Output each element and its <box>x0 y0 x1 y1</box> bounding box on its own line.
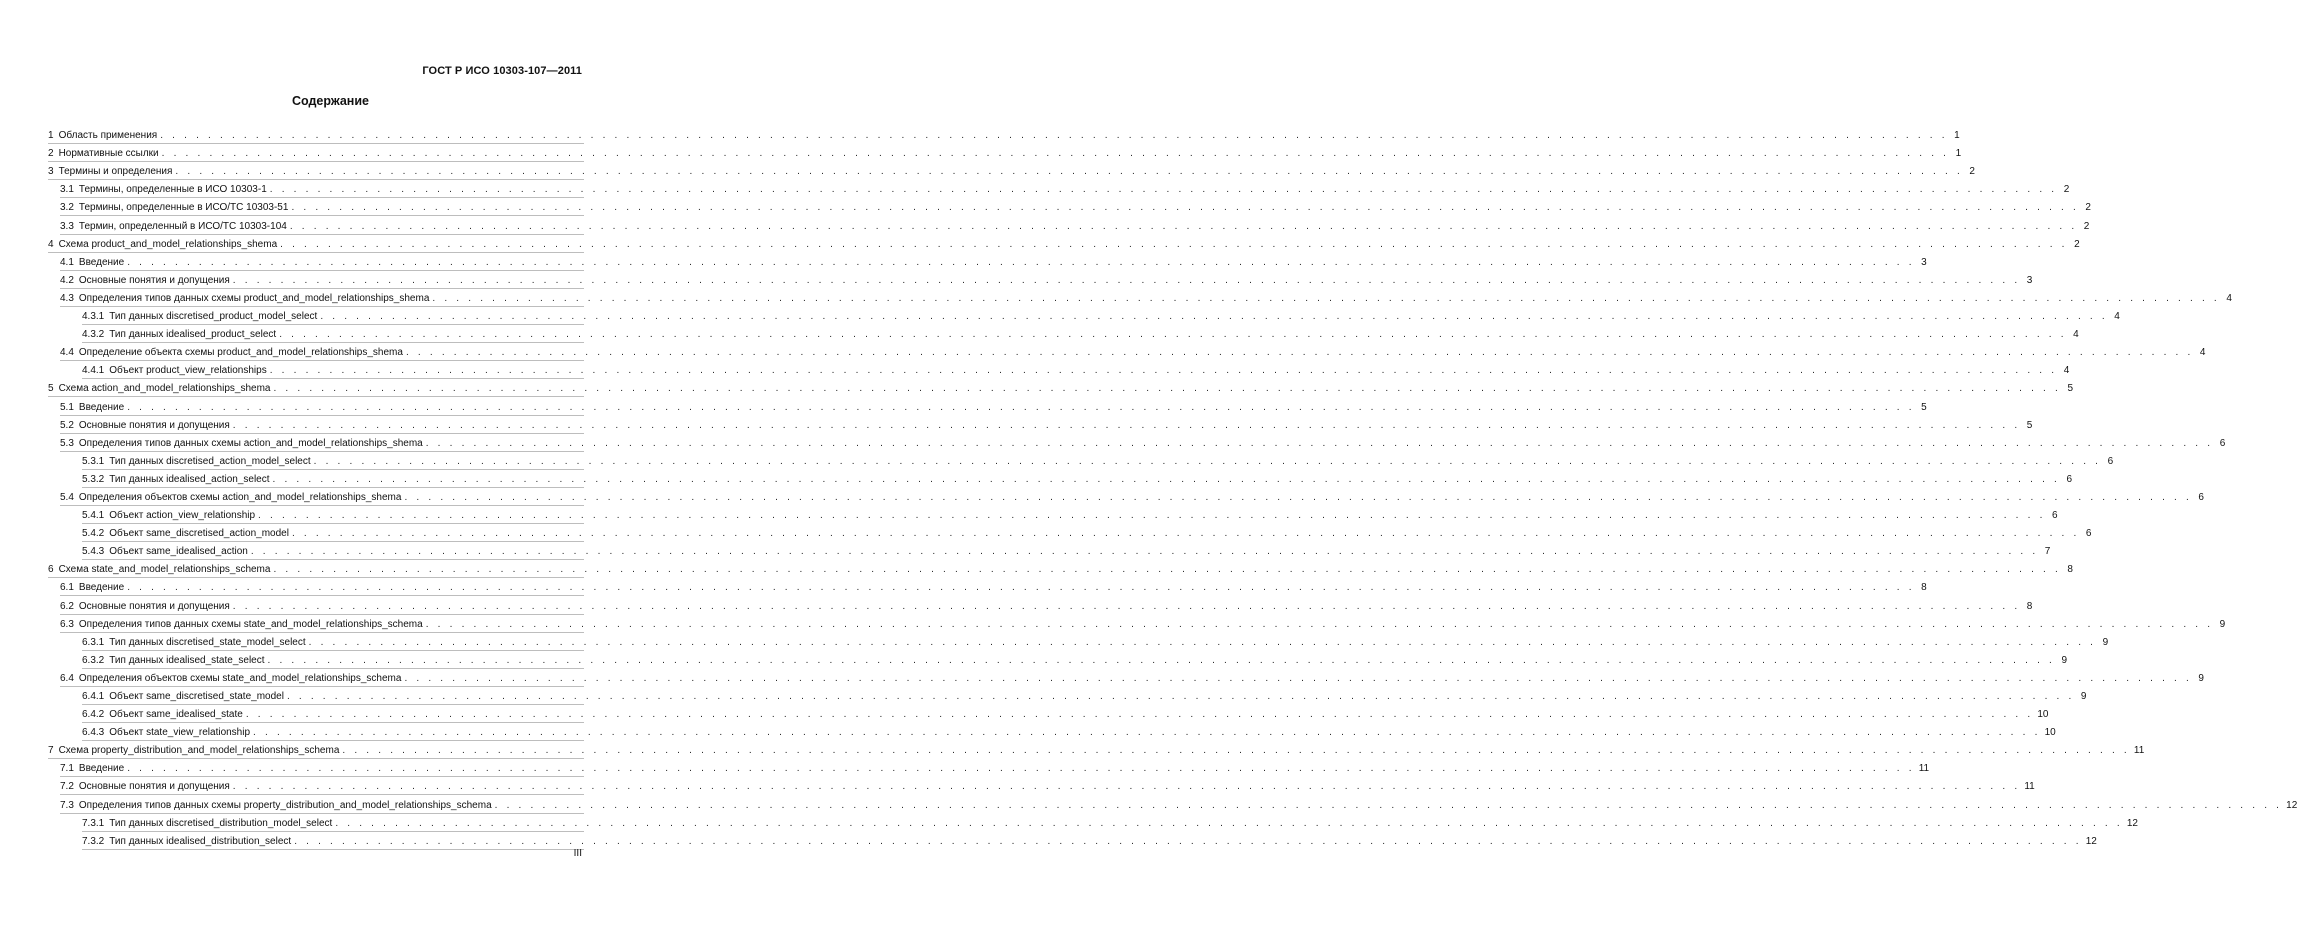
toc-entry-page: 12 <box>2085 835 2097 847</box>
toc-dot-leader: . . . . . . . . . . . . . . . . . . . . . . . . . . . . . . . . . . . . . . . . . . . . . . . . . . . . . . . . . . . . . . . . . . . . . . . . . . . . . . . . . . . . . . . . . . . . . . . . . . . . . . . . . . . . . . . . . . . . . . . . . . . . . . . . . . . . . . . . . . . . . . . . . . . . . . <box>291 528 2080 540</box>
toc-entry-row <box>82 528 2092 540</box>
toc-entry-title: Основные понятия и допущения <box>78 600 230 612</box>
toc-entry-row <box>48 166 1975 178</box>
toc-entry[interactable] <box>48 759 1930 777</box>
toc-entry-page: 6 <box>2085 528 2092 540</box>
toc-dot-leader: . . . . . . . . . . . . . . . . . . . . . . . . . . . . . . . . . . . . . . . . . . . . . . . . . . . . . . . . . . . . . . . . . . . . . . . . . . . . . . . . . . . . . . . . . . . . . . . . . . . . . . . . . . . . . . . . . . . . . . . . . . . . . . . . . . . . . . . . . . . . . . . . . . . . . . <box>425 437 2214 449</box>
toc-entry[interactable] <box>48 235 2080 253</box>
toc-entry-number: 6.3 <box>60 618 74 630</box>
toc-entry-title: Определения типов данных схемы property_distribution_and_model_relationships_schema <box>78 799 492 811</box>
toc-dot-leader: . . . . . . . . . . . . . . . . . . . . . . . . . . . . . . . . . . . . . . . . . . . . . . . . . . . . . . . . . . . . . . . . . . . . . . . . . . . . . . . . . . . . . . . . . . . . . . . . . . . . . . . . . . . . . . . . . . . . . . . . . . . . . . . . . . . . . . . . . . . . . . . . . . . . . . <box>272 473 2061 485</box>
toc-dot-leader: . . . . . . . . . . . . . . . . . . . . . . . . . . . . . . . . . . . . . . . . . . . . . . . . . . . . . . . . . . . . . . . . . . . . . . . . . . . . . . . . . . . . . . . . . . . . . . . . . . . . . . . . . . . . . . . . . . . . . . . . . . . . . . . . . . . . . . . . . . . . . . . . . . . . . . <box>127 401 1915 413</box>
toc-entry-number: 5.4 <box>60 491 74 503</box>
toc-entry-number: 6.4 <box>60 672 74 684</box>
toc-entry-row <box>82 329 2079 341</box>
toc-entry-number: 6.4.1 <box>82 691 105 702</box>
toc-entry[interactable] <box>48 615 2226 633</box>
toc-entry-page: 8 <box>2067 564 2073 576</box>
toc-entry-number: 4.1 <box>60 256 74 268</box>
toc-entry-page: 5 <box>1921 401 1927 413</box>
toc-entry-number: 5 <box>48 383 54 395</box>
toc-dot-leader: . . . . . . . . . . . . . . . . . . . . . . . . . . . . . . . . . . . . . . . . . . . . . . . . . . . . . . . . . . . . . . . . . . . . . . . . . . . . . . . . . . . . . . . . . . . . . . . . . . . . . . . . . . . . . . . . . . . . . . . . . . . . . . . . . . . . . . . . . . . . . . . . . . . . . . <box>245 709 2034 721</box>
toc-entry[interactable] <box>48 633 2109 651</box>
toc-dot-leader: . . . . . . . . . . . . . . . . . . . . . . . . . . . . . . . . . . . . . . . . . . . . . . . . . . . . . . . . . . . . . . . . . . . . . . . . . . . . . . . . . . . . . . . . . . . . . . . . . . . . . . . . . . . . . . . . . . . . . . . . . . . . . . . . . . . . . . . . . . . . . . . . . . . . . . <box>175 166 1963 178</box>
toc-dot-leader: . . . . . . . . . . . . . . . . . . . . . . . . . . . . . . . . . . . . . . . . . . . . . . . . . . . . . . . . . . . . . . . . . . . . . . . . . . . . . . . . . . . . . . . . . . . . . . . . . . . . . . . . . . . . . . . . . . . . . . . . . . . . . . . . . . . . . . . . . . . . . . . . . . . . . . <box>160 130 1948 142</box>
toc-entry-row <box>48 745 2145 757</box>
toc-dot-leader: . . . . . . . . . . . . . . . . . . . . . . . . . . . . . . . . . . . . . . . . . . . . . . . . . . . . . . . . . . . . . . . . . . . . . . . . . . . . . . . . . . . . . . . . . . . . . . . . . . . . . . . . . . . . . . . . . . . . . . . . . . . . . . . . . . . . . . . . . . . . . . . . . . . . . . <box>294 835 2082 847</box>
toc-entry-row <box>60 419 2033 431</box>
toc-entry[interactable] <box>48 651 2068 669</box>
toc-dot-leader: . . . . . . . . . . . . . . . . . . . . . . . . . . . . . . . . . . . . . . . . . . . . . . . . . . . . . . . . . . . . . . . . . . . . . . . . . . . . . . . . . . . . . . . . . . . . . . . . . . . . . . . . . . . . . . . . . . . . . . . . . . . . . . . . . . . . . . . . . . . . . . . . . . . . . . <box>291 202 2079 214</box>
toc-entry[interactable] <box>48 596 2033 614</box>
toc-entry[interactable] <box>48 162 1975 180</box>
toc-entry-number: 7 <box>48 745 54 757</box>
toc-dot-leader: . . . . . . . . . . . . . . . . . . . . . . . . . . . . . . . . . . . . . . . . . . . . . . . . . . . . . . . . . . . . . . . . . . . . . . . . . . . . . . . . . . . . . . . . . . . . . . . . . . . . . . . . . . . . . . . . . . . . . . . . . . . . . . . . . . . . . . . . . . . . . . . . . . . . . . <box>335 817 2123 829</box>
toc-entry-row <box>60 347 2206 359</box>
toc-entry[interactable] <box>48 506 2058 524</box>
toc-entry-page: 12 <box>2286 799 2297 811</box>
toc-entry-number: 4.3 <box>60 292 74 304</box>
toc-entry-page: 6 <box>2107 455 2114 467</box>
toc-entry-page: 11 <box>2024 781 2035 793</box>
toc-entry-page: 1 <box>1954 130 1960 142</box>
toc-entry-number: 5.3.2 <box>82 473 105 485</box>
toc-entry-title: Тип данных discretised_action_model_select <box>109 455 311 467</box>
toc-entry-title: Основные понятия и допущения <box>78 274 230 286</box>
toc-entry-number: 6 <box>48 564 54 576</box>
toc-entry-page: 4 <box>2114 311 2120 323</box>
toc-dot-leader: . . . . . . . . . . . . . . . . . . . . . . . . . . . . . . . . . . . . . . . . . . . . . . . . . . . . . . . . . . . . . . . . . . . . . . . . . . . . . . . . . . . . . . . . . . . . . . . . . . . . . . . . . . . . . . . . . . . . . . . . . . . . . . . . . . . . . . . . . . . . . . . . . . . . . . <box>280 238 2068 250</box>
toc-entry[interactable] <box>48 361 2070 379</box>
toc-entry-row <box>60 799 2297 811</box>
toc-entry-number: 5.2 <box>60 419 74 431</box>
toc-dot-leader: . . . . . . . . . . . . . . . . . . . . . . . . . . . . . . . . . . . . . . . . . . . . . . . . . . . . . . . . . . . . . . . . . . . . . . . . . . . . . . . . . . . . . . . . . . . . . . . . . . . . . . . . . . . . . . . . . . . . . . . . . . . . . . . . . . . . . . . . . . . . . . . . . . . . . . <box>250 546 2039 558</box>
toc-entry-title: Объект same_discretised_state_model <box>109 691 284 702</box>
toc-entry-page: 4 <box>2226 292 2232 304</box>
toc-entry-title: Введение <box>78 401 125 413</box>
toc-entry-number: 1 <box>48 130 54 142</box>
toc-entry-row <box>60 274 2033 286</box>
toc-entry[interactable] <box>48 343 2206 361</box>
toc-entry[interactable] <box>48 325 2079 343</box>
toc-entry-number: 6.2 <box>60 600 74 612</box>
toc-entry-row <box>48 564 2073 576</box>
toc-entry-page: 7 <box>2044 546 2051 558</box>
toc-entry-row <box>48 130 1960 142</box>
toc-entry-page: 3 <box>2026 274 2033 286</box>
toc-entry-number: 6.4.3 <box>82 727 105 739</box>
toc-dot-leader: . . . . . . . . . . . . . . . . . . . . . . . . . . . . . . . . . . . . . . . . . . . . . . . . . . . . . . . . . . . . . . . . . . . . . . . . . . . . . . . . . . . . . . . . . . . . . . . . . . . . . . . . . . . . . . . . . . . . . . . . . . . . . . . . . . . . . . . . . . . . . . . . . . . . . . <box>286 691 2075 702</box>
toc-entry-row <box>60 763 1930 775</box>
toc-entry-page: 6 <box>2052 510 2058 522</box>
toc-entry[interactable] <box>48 795 2297 813</box>
toc-dot-leader: . . . . . . . . . . . . . . . . . . . . . . . . . . . . . . . . . . . . . . . . . . . . . . . . . . . . . . . . . . . . . . . . . . . . . . . . . . . . . . . . . . . . . . . . . . . . . . . . . . . . . . . . . . . . . . . . . . . . . . . . . . . . . . . . . . . . . . . . . . . . . . . . . . . . . . <box>232 600 2021 612</box>
toc-entry-row <box>82 546 2051 558</box>
toc-entry-row <box>48 383 2073 395</box>
toc-entry-title: Объект same_idealised_action <box>109 546 248 558</box>
toc-entry-page: 9 <box>2102 636 2109 648</box>
toc-entry[interactable] <box>48 126 1960 144</box>
toc-entry[interactable] <box>48 832 2097 850</box>
toc-entry-number: 5.4.3 <box>82 546 105 558</box>
toc-entry-title: Определения типов данных схемы action_and_model_relationships_shema <box>78 437 423 449</box>
toc-dot-leader: . . . . . . . . . . . . . . . . . . . . . . . . . . . . . . . . . . . . . . . . . . . . . . . . . . . . . . . . . . . . . . . . . . . . . . . . . . . . . . . . . . . . . . . . . . . . . . . . . . . . . . . . . . . . . . . . . . . . . . . . . . . . . . . . . . . . . . . . . . . . . . . . . . . . . . <box>267 654 2056 666</box>
toc-entry-title: Объект state_view_relationship <box>109 727 251 739</box>
toc-entry-number: 7.2 <box>60 781 74 793</box>
toc-dot-leader: . . . . . . . . . . . . . . . . . . . . . . . . . . . . . . . . . . . . . . . . . . . . . . . . . . . . . . . . . . . . . . . . . . . . . . . . . . . . . . . . . . . . . . . . . . . . . . . . . . . . . . . . . . . . . . . . . . . . . . . . . . . . . . . . . . . . . . . . . . . . . . . . . . . . . . <box>404 672 2192 684</box>
toc-dot-leader: . . . . . . . . . . . . . . . . . . . . . . . . . . . . . . . . . . . . . . . . . . . . . . . . . . . . . . . . . . . . . . . . . . . . . . . . . . . . . . . . . . . . . . . . . . . . . . . . . . . . . . . . . . . . . . . . . . . . . . . . . . . . . . . . . . . . . . . . . . . . . . . . . . . . . . <box>308 636 2097 648</box>
toc-entry[interactable] <box>48 144 1962 162</box>
toc-entry-page: 9 <box>2198 672 2204 684</box>
toc-entry-title: Нормативные ссылки <box>58 148 159 160</box>
toc-entry-row <box>48 238 2080 250</box>
toc-entry-number: 3 <box>48 166 54 178</box>
toc-entry-row <box>60 401 1927 413</box>
toc-entry-page: 10 <box>2037 709 2049 721</box>
toc-dot-leader: . . . . . . . . . . . . . . . . . . . . . . . . . . . . . . . . . . . . . . . . . . . . . . . . . . . . . . . . . . . . . . . . . . . . . . . . . . . . . . . . . . . . . . . . . . . . . . . . . . . . . . . . . . . . . . . . . . . . . . . . . . . . . . . . . . . . . . . . . . . . . . . . . . . . . . <box>313 455 2102 467</box>
toc-entry-number: 6.3.1 <box>82 636 105 648</box>
toc-entry-title: Тип данных discretised_product_model_select <box>109 311 318 323</box>
toc-entry[interactable] <box>48 814 2138 832</box>
toc-entry-row <box>82 510 2058 522</box>
toc-entry-title: Определение объекта схемы product_and_model_relationships_shema <box>78 347 403 359</box>
toc-entry-row <box>60 256 1927 268</box>
document-header: ГОСТ Р ИСО 10303-107—2011 <box>422 65 582 77</box>
toc-entry-page: 2 <box>2074 238 2080 250</box>
toc-entry[interactable] <box>48 470 2073 488</box>
toc-entry-row <box>60 202 2091 214</box>
toc-entry-title: Определения типов данных схемы state_and_model_relationships_schema <box>78 618 423 630</box>
toc-entry-title: Определения объектов схемы action_and_model_relationships_shema <box>78 491 402 503</box>
toc-entry-page: 12 <box>2126 817 2138 829</box>
toc-entry-row <box>60 781 2035 793</box>
toc-dot-leader: . . . . . . . . . . . . . . . . . . . . . . . . . . . . . . . . . . . . . . . . . . . . . . . . . . . . . . . . . . . . . . . . . . . . . . . . . . . . . . . . . . . . . . . . . . . . . . . . . . . . . . . . . . . . . . . . . . . . . . . . . . . . . . . . . . . . . . . . . . . . . . . . . . . . . . <box>127 582 1915 594</box>
toc-entry[interactable] <box>48 289 2232 307</box>
toc-entry-title: Введение <box>78 256 125 268</box>
toc-entry-number: 7.3.2 <box>82 835 105 847</box>
toc-entry-number: 6.1 <box>60 582 74 594</box>
toc-entry[interactable] <box>48 578 1927 596</box>
toc-entry-row <box>82 311 2120 323</box>
toc-entry[interactable] <box>48 416 2033 434</box>
toc-entry[interactable] <box>48 723 2056 741</box>
toc-entry-number: 5.4.1 <box>82 510 105 522</box>
toc-dot-leader: . . . . . . . . . . . . . . . . . . . . . . . . . . . . . . . . . . . . . . . . . . . . . . . . . . . . . . . . . . . . . . . . . . . . . . . . . . . . . . . . . . . . . . . . . . . . . . . . . . . . . . . . . . . . . . . . . . . . . . . . . . . . . . . . . . . . . . . . . . . . . . . . . . . . . . <box>232 781 2021 793</box>
toc-entry-page: 2 <box>2083 220 2090 232</box>
toc-entry[interactable] <box>48 741 2145 759</box>
toc-entry-number: 7.3 <box>60 799 74 811</box>
toc-entry-title: Тип данных idealised_action_select <box>109 473 270 485</box>
toc-dot-leader: . . . . . . . . . . . . . . . . . . . . . . . . . . . . . . . . . . . . . . . . . . . . . . . . . . . . . . . . . . . . . . . . . . . . . . . . . . . . . . . . . . . . . . . . . . . . . . . . . . . . . . . . . . . . . . . . . . . . . . . . . . . . . . . . . . . . . . . . . . . . . . . . . . . . . . <box>253 727 2041 739</box>
toc-entry-row <box>82 455 2114 467</box>
toc-entry-number: 4.3.1 <box>82 311 105 323</box>
toc-entry[interactable] <box>48 542 2051 560</box>
toc-entry-page: 9 <box>2219 618 2226 630</box>
toc-dot-leader: . . . . . . . . . . . . . . . . . . . . . . . . . . . . . . . . . . . . . . . . . . . . . . . . . . . . . . . . . . . . . . . . . . . . . . . . . . . . . . . . . . . . . . . . . . . . . . . . . . . . . . . . . . . . . . . . . . . . . . . . . . . . . . . . . . . . . . . . . . . . . . . . . . . . . . <box>425 618 2214 630</box>
toc-entry[interactable] <box>48 560 2073 578</box>
toc-entry-title: Тип данных discretised_state_model_select <box>109 636 306 648</box>
toc-entry-title: Основные понятия и допущения <box>78 781 230 793</box>
toc-entry-row <box>82 727 2056 739</box>
toc-entry-row <box>60 582 1927 594</box>
toc-entry-title: Введение <box>78 582 125 594</box>
toc-entry-number: 7.1 <box>60 763 74 775</box>
toc-entry-page: 1 <box>1955 148 1962 160</box>
toc-entry-row <box>60 491 2204 503</box>
toc-entry-page: 6 <box>2066 473 2073 485</box>
toc-entry-page: 2 <box>2063 184 2070 196</box>
toc-entry-row <box>60 220 2090 232</box>
toc-entry-number: 6.3.2 <box>82 654 105 666</box>
toc-dot-leader: . . . . . . . . . . . . . . . . . . . . . . . . . . . . . . . . . . . . . . . . . . . . . . . . . . . . . . . . . . . . . . . . . . . . . . . . . . . . . . . . . . . . . . . . . . . . . . . . . . . . . . . . . . . . . . . . . . . . . . . . . . . . . . . . . . . . . . . . . . . . . . . . . . . . . . <box>432 292 2220 304</box>
toc-dot-leader: . . . . . . . . . . . . . . . . . . . . . . . . . . . . . . . . . . . . . . . . . . . . . . . . . . . . . . . . . . . . . . . . . . . . . . . . . . . . . . . . . . . . . . . . . . . . . . . . . . . . . . . . . . . . . . . . . . . . . . . . . . . . . . . . . . . . . . . . . . . . . . . . . . . . . . <box>258 510 2046 522</box>
toc-entry-number: 2 <box>48 148 54 160</box>
toc-entry-number: 4.2 <box>60 274 74 286</box>
toc-entry-page: 4 <box>2063 365 2070 377</box>
toc-entry-row <box>60 600 2033 612</box>
toc-entry-page: 5 <box>2067 383 2073 395</box>
toc-entry-row <box>60 618 2226 630</box>
toc-entry-title: Тип данных idealised_product_select <box>109 329 277 341</box>
toc-entry-title: Термины, определенные в ИСО/ТС 10303-51 <box>78 202 289 214</box>
toc-entry-page: 2 <box>1969 166 1975 178</box>
toc-entry-page: 8 <box>2026 600 2033 612</box>
toc-dot-leader: . . . . . . . . . . . . . . . . . . . . . . . . . . . . . . . . . . . . . . . . . . . . . . . . . . . . . . . . . . . . . . . . . . . . . . . . . . . . . . . . . . . . . . . . . . . . . . . . . . . . . . . . . . . . . . . . . . . . . . . . . . . . . . . . . . . . . . . . . . . . . . . . . . . . . . <box>269 365 2058 377</box>
toc-entry[interactable] <box>48 180 2070 198</box>
toc-entry-number: 7.3.1 <box>82 817 105 829</box>
toc-entry[interactable] <box>48 216 2090 234</box>
toc-entry[interactable] <box>48 669 2204 687</box>
toc-entry-number: 4 <box>48 238 54 250</box>
toc-dot-leader: . . . . . . . . . . . . . . . . . . . . . . . . . . . . . . . . . . . . . . . . . . . . . . . . . . . . . . . . . . . . . . . . . . . . . . . . . . . . . . . . . . . . . . . . . . . . . . . . . . . . . . . . . . . . . . . . . . . . . . . . . . . . . . . . . . . . . . . . . . . . . . . . . . . . . . <box>127 256 1915 268</box>
toc-entry[interactable] <box>48 524 2092 542</box>
toc-entry-number: 5.1 <box>60 401 74 413</box>
toc-entry-title: Схема property_distribution_and_model_relationships_schema <box>58 745 340 757</box>
toc-entry-title: Область применения <box>58 130 158 142</box>
toc-entry-title: Объект same_idealised_state <box>109 709 243 721</box>
toc-entry-page: 4 <box>2073 329 2079 341</box>
toc-dot-leader: . . . . . . . . . . . . . . . . . . . . . . . . . . . . . . . . . . . . . . . . . . . . . . . . . . . . . . . . . . . . . . . . . . . . . . . . . . . . . . . . . . . . . . . . . . . . . . . . . . . . . . . . . . . . . . . . . . . . . . . . . . . . . . . . . . . . . . . . . . . . . . . . . . . . . . <box>269 184 2058 196</box>
toc-dot-leader: . . . . . . . . . . . . . . . . . . . . . . . . . . . . . . . . . . . . . . . . . . . . . . . . . . . . . . . . . . . . . . . . . . . . . . . . . . . . . . . . . . . . . . . . . . . . . . . . . . . . . . . . . . . . . . . . . . . . . . . . . . . . . . . . . . . . . . . . . . . . . . . . . . . . . . <box>320 311 2108 323</box>
toc-entry-title: Тип данных idealised_distribution_select <box>109 835 292 847</box>
toc-entry-number: 5.3 <box>60 437 74 449</box>
toc-entry-title: Термины, определенные в ИСО 10303-1 <box>78 184 267 196</box>
toc-entry-page: 2 <box>2085 202 2091 214</box>
toc-entry-page: 11 <box>1918 763 1930 775</box>
toc-entry-title: Схема action_and_model_relationships_shema <box>58 383 271 395</box>
toc-entry-number: 3.1 <box>60 184 74 196</box>
toc-entry-row <box>82 835 2097 847</box>
toc-entry-title: Определения объектов схемы state_and_model_relationships_schema <box>78 672 402 684</box>
toc-entry-number: 3.2 <box>60 202 74 214</box>
toc-entry-title: Тип данных discretised_distribution_model_select <box>109 817 333 829</box>
toc-entry-row <box>82 817 2138 829</box>
toc-entry-row <box>82 709 2049 721</box>
toc-entry-number: 5.4.2 <box>82 528 105 540</box>
page-number: III <box>573 848 582 859</box>
toc-entry-page: 4 <box>2199 347 2206 359</box>
toc-entry-row <box>82 691 2087 702</box>
toc-entry[interactable] <box>48 488 2204 506</box>
toc-entry-page: 6 <box>2198 491 2204 503</box>
toc-entry[interactable] <box>48 307 2120 325</box>
toc-entry-row <box>82 654 2068 666</box>
toc-entry-page: 9 <box>2061 654 2068 666</box>
toc-dot-leader: . . . . . . . . . . . . . . . . . . . . . . . . . . . . . . . . . . . . . . . . . . . . . . . . . . . . . . . . . . . . . . . . . . . . . . . . . . . . . . . . . . . . . . . . . . . . . . . . . . . . . . . . . . . . . . . . . . . . . . . . . . . . . . . . . . . . . . . . . . . . . . . . . . . . . . <box>289 220 2078 232</box>
toc-entry[interactable] <box>48 379 2073 397</box>
toc-dot-leader: . . . . . . . . . . . . . . . . . . . . . . . . . . . . . . . . . . . . . . . . . . . . . . . . . . . . . . . . . . . . . . . . . . . . . . . . . . . . . . . . . . . . . . . . . . . . . . . . . . . . . . . . . . . . . . . . . . . . . . . . . . . . . . . . . . . . . . . . . . . . . . . . . . . . . . <box>404 491 2192 503</box>
toc-entry-title: Термины и определения <box>58 166 173 178</box>
toc-dot-leader: . . . . . . . . . . . . . . . . . . . . . . . . . . . . . . . . . . . . . . . . . . . . . . . . . . . . . . . . . . . . . . . . . . . . . . . . . . . . . . . . . . . . . . . . . . . . . . . . . . . . . . . . . . . . . . . . . . . . . . . . . . . . . . . . . . . . . . . . . . . . . . . . . . . . . . <box>342 745 2130 757</box>
toc-entry-row <box>60 672 2204 684</box>
toc-dot-leader: . . . . . . . . . . . . . . . . . . . . . . . . . . . . . . . . . . . . . . . . . . . . . . . . . . . . . . . . . . . . . . . . . . . . . . . . . . . . . . . . . . . . . . . . . . . . . . . . . . . . . . . . . . . . . . . . . . . . . . . . . . . . . . . . . . . . . . . . . . . . . . . . . . . . . . <box>232 419 2021 431</box>
toc-entry-number: 5.3.1 <box>82 455 105 467</box>
toc-entry-number: 4.4 <box>60 347 74 359</box>
toc-entry-row <box>82 473 2073 485</box>
toc-entry-page: 6 <box>2219 437 2226 449</box>
toc-dot-leader: . . . . . . . . . . . . . . . . . . . . . . . . . . . . . . . . . . . . . . . . . . . . . . . . . . . . . . . . . . . . . . . . . . . . . . . . . . . . . . . . . . . . . . . . . . . . . . . . . . . . . . . . . . . . . . . . . . . . . . . . . . . . . . . . . . . . . . . . . . . . . . . . . . . . . . <box>273 383 2061 395</box>
toc-entry[interactable] <box>48 198 2091 216</box>
toc-entry-number: 6.4.2 <box>82 709 105 721</box>
toc-dot-leader: . . . . . . . . . . . . . . . . . . . . . . . . . . . . . . . . . . . . . . . . . . . . . . . . . . . . . . . . . . . . . . . . . . . . . . . . . . . . . . . . . . . . . . . . . . . . . . . . . . . . . . . . . . . . . . . . . . . . . . . . . . . . . . . . . . . . . . . . . . . . . . . . . . . . . . <box>232 274 2021 286</box>
toc-entry[interactable] <box>48 452 2114 470</box>
toc-dot-leader: . . . . . . . . . . . . . . . . . . . . . . . . . . . . . . . . . . . . . . . . . . . . . . . . . . . . . . . . . . . . . . . . . . . . . . . . . . . . . . . . . . . . . . . . . . . . . . . . . . . . . . . . . . . . . . . . . . . . . . . . . . . . . . . . . . . . . . . . . . . . . . . . . . . . . . <box>405 347 2194 359</box>
toc-entry-title: Введение <box>78 763 125 775</box>
toc-entry-title: Схема product_and_model_relationships_shema <box>58 238 278 250</box>
toc-entry-number: 3.3 <box>60 220 74 232</box>
toc-entry[interactable] <box>48 397 1927 415</box>
toc-entry-title: Основные понятия и допущения <box>78 419 230 431</box>
toc-entry-title: Объект action_view_relationship <box>109 510 256 522</box>
toc-entry-page: 11 <box>2133 745 2145 757</box>
toc-entry-page: 9 <box>2080 691 2087 702</box>
toc-dot-leader: . . . . . . . . . . . . . . . . . . . . . . . . . . . . . . . . . . . . . . . . . . . . . . . . . . . . . . . . . . . . . . . . . . . . . . . . . . . . . . . . . . . . . . . . . . . . . . . . . . . . . . . . . . . . . . . . . . . . . . . . . . . . . . . . . . . . . . . . . . . . . . . . . . . . . . <box>273 564 2061 576</box>
toc-entry-page: 8 <box>1921 582 1927 594</box>
toc-entry-row <box>60 292 2232 304</box>
toc-entry[interactable] <box>48 271 2033 289</box>
toc-dot-leader: . . . . . . . . . . . . . . . . . . . . . . . . . . . . . . . . . . . . . . . . . . . . . . . . . . . . . . . . . . . . . . . . . . . . . . . . . . . . . . . . . . . . . . . . . . . . . . . . . . . . . . . . . . . . . . . . . . . . . . . . . . . . . . . . . . . . . . . . . . . . . . . . . . . . . . <box>494 799 2283 811</box>
toc-entry-row <box>48 148 1962 160</box>
table-of-contents <box>48 126 2297 850</box>
toc-entry-title: Тип данных idealised_state_select <box>109 654 265 666</box>
toc-entry-page: 10 <box>2044 727 2056 739</box>
toc-entry[interactable] <box>48 434 2226 452</box>
toc-entry-title: Схема state_and_model_relationships_schema <box>58 564 271 576</box>
toc-dot-leader: . . . . . . . . . . . . . . . . . . . . . . . . . . . . . . . . . . . . . . . . . . . . . . . . . . . . . . . . . . . . . . . . . . . . . . . . . . . . . . . . . . . . . . . . . . . . . . . . . . . . . . . . . . . . . . . . . . . . . . . . . . . . . . . . . . . . . . . . . . . . . . . . . . . . . . <box>279 329 2067 341</box>
toc-entry-number: 4.3.2 <box>82 329 105 341</box>
toc-entry-title: Объект same_discretised_action_model <box>109 528 289 540</box>
page-title: Содержание <box>291 94 369 108</box>
toc-entry[interactable] <box>48 705 2049 723</box>
toc-entry-page: 5 <box>2026 419 2033 431</box>
toc-dot-leader: . . . . . . . . . . . . . . . . . . . . . . . . . . . . . . . . . . . . . . . . . . . . . . . . . . . . . . . . . . . . . . . . . . . . . . . . . . . . . . . . . . . . . . . . . . . . . . . . . . . . . . . . . . . . . . . . . . . . . . . . . . . . . . . . . . . . . . . . . . . . . . . . . . . . . . <box>161 148 1950 160</box>
toc-entry-title: Термин, определенный в ИСО/ТС 10303-104 <box>78 220 287 232</box>
toc-entry-number: 4.4.1 <box>82 365 105 377</box>
toc-entry[interactable] <box>48 687 2087 705</box>
toc-entry-row <box>82 365 2070 377</box>
toc-entry-page: 3 <box>1921 256 1927 268</box>
toc-entry-row <box>60 437 2226 449</box>
toc-entry-title: Объект product_view_relationships <box>109 365 267 377</box>
toc-entry-title: Определения типов данных схемы product_and_model_relationships_shema <box>78 292 430 304</box>
toc-entry-row <box>60 184 2070 196</box>
toc-entry[interactable] <box>48 777 2035 795</box>
toc-entry[interactable] <box>48 253 1927 271</box>
toc-entry-row <box>82 636 2109 648</box>
toc-dot-leader: . . . . . . . . . . . . . . . . . . . . . . . . . . . . . . . . . . . . . . . . . . . . . . . . . . . . . . . . . . . . . . . . . . . . . . . . . . . . . . . . . . . . . . . . . . . . . . . . . . . . . . . . . . . . . . . . . . . . . . . . . . . . . . . . . . . . . . . . . . . . . . . . . . . . . . <box>127 763 1915 775</box>
